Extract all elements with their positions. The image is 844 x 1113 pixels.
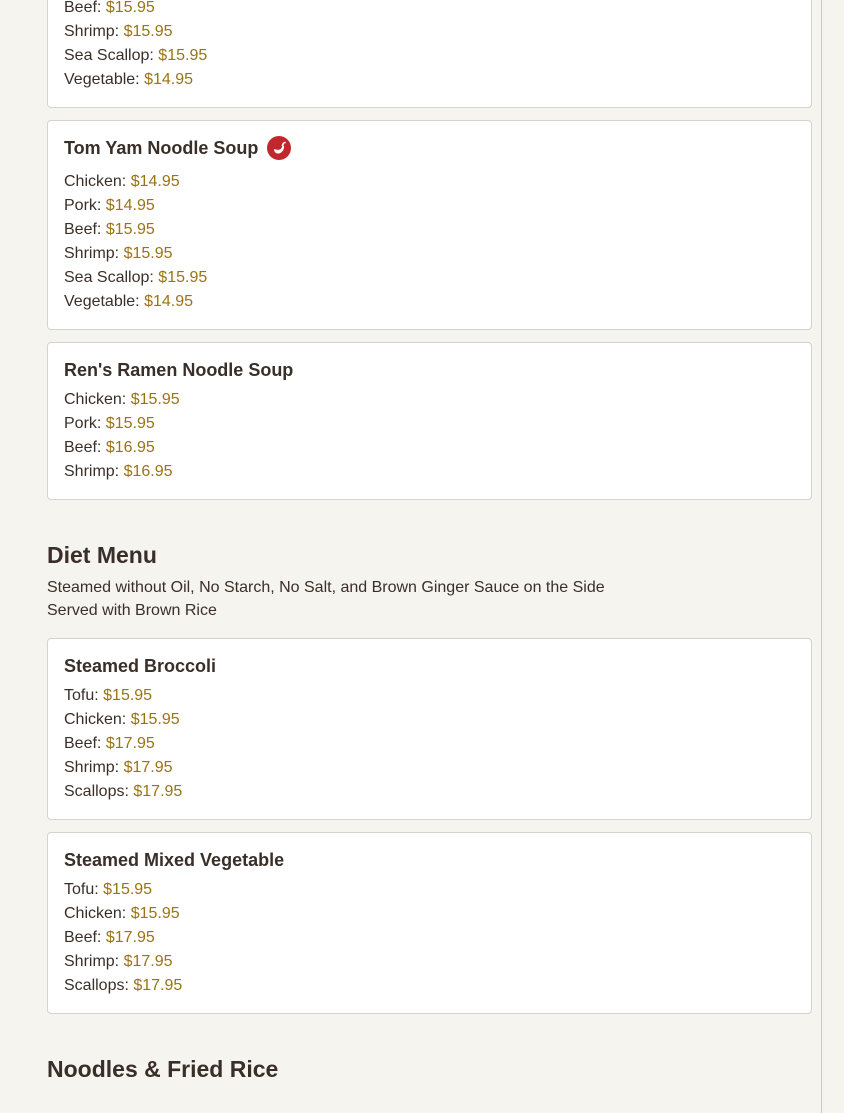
spicy-chili-icon xyxy=(267,136,291,160)
price-value: $17.95 xyxy=(123,953,173,970)
price-value: $15.95 xyxy=(158,47,208,64)
price-line xyxy=(64,20,795,44)
menu-item-card-steamed-broccoli xyxy=(47,638,812,820)
price-label: Shrimp: xyxy=(64,953,120,970)
price-value: $17.95 xyxy=(123,759,173,776)
price-value: $15.95 xyxy=(123,23,173,40)
price-label: Beef: xyxy=(64,221,102,238)
price-line xyxy=(64,708,795,732)
menu-item-card-tom-yam xyxy=(47,120,812,330)
menu-item-title xyxy=(64,848,795,872)
price-line xyxy=(64,388,795,412)
price-value: $17.95 xyxy=(105,735,155,752)
price-line xyxy=(64,732,795,756)
menu-content xyxy=(47,0,812,1084)
price-label: Chicken: xyxy=(64,711,127,728)
price-list xyxy=(64,388,795,484)
price-label: Sea Scallop: xyxy=(64,269,154,286)
menu-item-card-partial xyxy=(47,0,812,108)
price-value: $15.95 xyxy=(105,221,155,238)
price-value: $16.95 xyxy=(105,439,155,456)
price-value: $15.95 xyxy=(103,687,153,704)
price-label: Chicken: xyxy=(64,905,127,922)
price-line xyxy=(64,974,795,998)
price-label: Pork: xyxy=(64,415,102,432)
price-value: $14.95 xyxy=(130,173,180,190)
price-value: $15.95 xyxy=(103,881,153,898)
price-line xyxy=(64,950,795,974)
price-value: $14.95 xyxy=(105,197,155,214)
price-value: $16.95 xyxy=(123,463,173,480)
noodles-section xyxy=(47,1054,812,1084)
price-line xyxy=(64,780,795,804)
price-line xyxy=(64,902,795,926)
menu-item-title-text: Steamed Mixed Vegetable xyxy=(64,850,285,870)
price-line xyxy=(64,290,795,314)
price-line xyxy=(64,68,795,92)
diet-menu-section xyxy=(47,540,812,1014)
price-label: Beef: xyxy=(64,0,102,16)
price-line xyxy=(64,44,795,68)
section-description xyxy=(47,576,812,622)
price-line xyxy=(64,194,795,218)
price-label: Beef: xyxy=(64,929,102,946)
price-value: $15.95 xyxy=(105,415,155,432)
price-list xyxy=(64,878,795,998)
price-line xyxy=(64,242,795,266)
price-line xyxy=(64,926,795,950)
price-value: $17.95 xyxy=(105,929,155,946)
price-list xyxy=(64,170,795,314)
price-value: $15.95 xyxy=(105,0,155,16)
menu-item-title xyxy=(64,136,795,160)
section-title: Diet Menu xyxy=(47,542,157,568)
price-value: $17.95 xyxy=(133,977,183,994)
price-label: Shrimp: xyxy=(64,23,120,40)
section-description-line: Steamed without Oil, No Starch, No Salt, and Brown Ginger Sauce on the Side xyxy=(47,579,605,596)
price-value: $14.95 xyxy=(144,293,194,310)
price-label: Shrimp: xyxy=(64,759,120,776)
section-title: Noodles & Fried Rice xyxy=(47,1056,279,1082)
price-value: $15.95 xyxy=(130,711,180,728)
menu-item-title-text: Ren's Ramen Noodle Soup xyxy=(64,360,294,380)
price-label: Beef: xyxy=(64,439,102,456)
price-line xyxy=(64,218,795,242)
price-value: $15.95 xyxy=(130,391,180,408)
menu-item-card-steamed-mixed-vegetable xyxy=(47,832,812,1014)
price-value: $17.95 xyxy=(133,783,183,800)
price-value: $15.95 xyxy=(130,905,180,922)
price-label: Vegetable: xyxy=(64,293,140,310)
menu-item-title-text: Steamed Broccoli xyxy=(64,656,217,676)
price-label: Tofu: xyxy=(64,881,99,898)
price-line xyxy=(64,460,795,484)
menu-item-title-text: Tom Yam Noodle Soup xyxy=(64,138,259,158)
price-label: Shrimp: xyxy=(64,463,120,480)
price-label: Pork: xyxy=(64,197,102,214)
menu-item-title xyxy=(64,358,795,382)
price-label: Scallops: xyxy=(64,977,129,994)
section-description-line: Served with Brown Rice xyxy=(47,602,217,619)
price-label: Beef: xyxy=(64,735,102,752)
price-label: Shrimp: xyxy=(64,245,120,262)
price-value: $14.95 xyxy=(144,71,194,88)
price-line xyxy=(64,412,795,436)
price-line xyxy=(64,756,795,780)
price-line xyxy=(64,684,795,708)
price-list xyxy=(64,684,795,804)
menu-item-card-ramen xyxy=(47,342,812,500)
price-label: Chicken: xyxy=(64,391,127,408)
price-label: Vegetable: xyxy=(64,71,140,88)
price-line xyxy=(64,170,795,194)
price-line xyxy=(64,266,795,290)
price-line xyxy=(64,0,795,20)
menu-item-title xyxy=(64,654,795,678)
price-line xyxy=(64,436,795,460)
price-line xyxy=(64,878,795,902)
price-label: Chicken: xyxy=(64,173,127,190)
price-label: Sea Scallop: xyxy=(64,47,154,64)
price-value: $15.95 xyxy=(123,245,173,262)
price-label: Scallops: xyxy=(64,783,129,800)
price-list xyxy=(64,0,795,92)
price-value: $15.95 xyxy=(158,269,208,286)
price-label: Tofu: xyxy=(64,687,99,704)
